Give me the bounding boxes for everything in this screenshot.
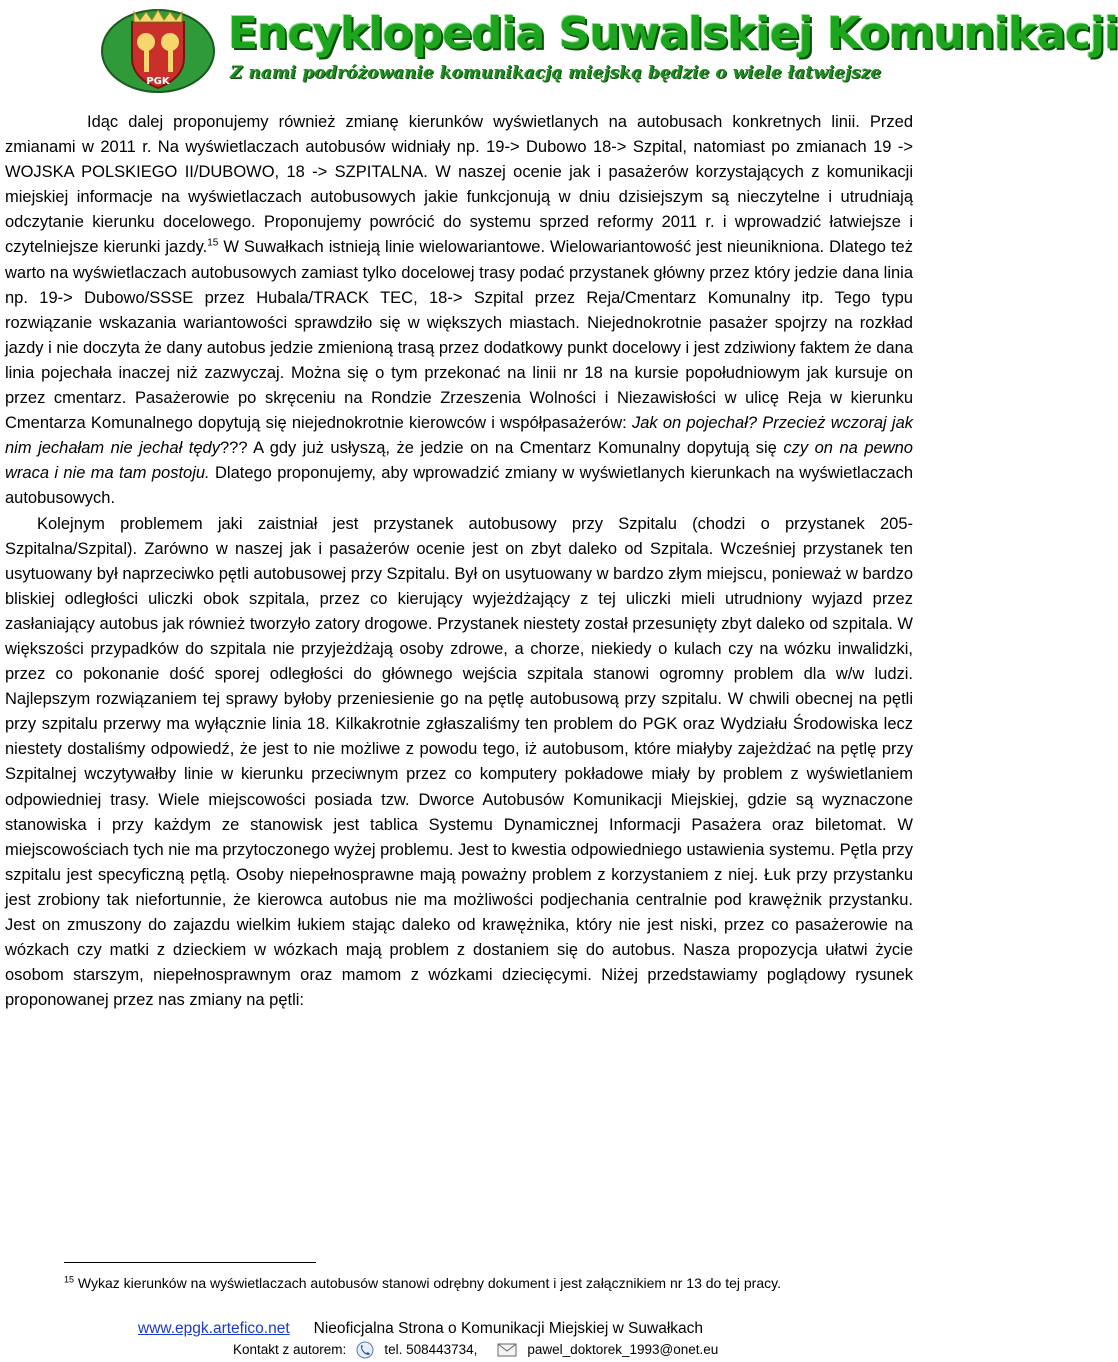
quote-italic-2: czy on na pewno wraca i nie ma tam postoju. (5, 439, 913, 483)
contact-line (233, 1340, 718, 1360)
svg-text:PGK: PGK (146, 76, 170, 87)
email-address: pawel_doktorek_1993@onet.eu (527, 1342, 719, 1357)
header-banner (0, 0, 1118, 96)
paragraph-1-text-c: ??? A gdy już usłyszą, że jedzie on na Cmentarz Komunalny dopytują się (219, 439, 784, 458)
contact-label: Kontakt z autorem: (233, 1342, 347, 1357)
footnote-ref: 15 (207, 237, 219, 249)
paragraph-1-text-d: Dlatego proponujemy, aby wprowadzić zmiany w wyświetlanych kierunkach na wyświetlaczach autobusowych. (5, 464, 913, 508)
footnote-text: Wykaz kierunków na wyświetlaczach autobusów stanowi odrębny dokument i jest załącznikiem nr 13 do tej pracy. (74, 1275, 781, 1291)
paragraph-1-text-b: W Suwałkach istnieją linie wielowariantowe. Wielowariantowość jest nieunikniona. Dlatego też warto na wyświetlaczach autobusowych zamiast tylko docelowej trasy podać przystanek główny przez który jedzie dana linia np. 19-> Dubowo/SSSE przez Hubala/TRACK TEC, 18-> Szpital przez Reja/Cmentarz Komunalny itp. Tego typu rozwiązanie wskazania wariantowości sprawdziło się w większych miastach. Niejednokrotnie pasażer spojrzy na rozkład jazdy i nie doczyta że dany autobus jedzie zmienioną trasą przez dodatkowy punkt docelowy i jest zdziwiony faktem że dana linia pojechała inaczej niż zazwyczaj. Można się o tym przekonać na linii nr 18 na kursie popołudniowym jak kursuje on przez cmentarz. Pasażerowie po skręceniu na Rondzie Zrzeszenia Wolności i Niezawisłości w ulicę Reja w kierunku Cmentarza Komunalnego dopytują się niejednokrotnie kierowców i współpasażerów: (5, 238, 913, 433)
phone-number: tel. 508443734, (384, 1342, 478, 1357)
website-link[interactable]: www.epgk.artefico.net (138, 1320, 290, 1337)
paragraph-1-text-a: Idąc dalej proponujemy również zmianę kierunków wyświetlanych na autobusach konkretnych linii. Przed zmianami w 2011 r. Na wyświetlaczach autobusów widniały np. 19-> Dubowo 18-> Szpital, natomiast po zmianach 19 -> WOJSKA POLSKIEGO II/DUBOWO, 18 -> SZPITALNA. W naszej ocenie jak i pasażerów korzystających z komunikacji miejskiej informacje na wyświetlaczach autobusowych jakie funkcjonują w dniu dzisiejszym są nieczytelne i utrudniają odczytanie kierunku docelowego. Proponujemy powrócić do systemu sprzed reformy 2011 r. i wprowadzić łatwiejsze i czytelniejsze kierunki jazdy. (5, 113, 913, 257)
site-name: Nieoficjalna Strona o Komunikacji Miejskiej w Suwałkach (313, 1320, 704, 1337)
paragraph-2: Kolejnym problemem jaki zaistniał jest przystanek autobusowy przy Szpitalu (chodzi o przystanek 205- Szpitalna/Szpital). Zarówno w naszej jak i pasażerów ocenie jest on zbyt daleko od Szpitala. Wcześniej przystanek ten usytuowany był naprzeciwko pętli autobusowej przy Szpitalu. Był on usytuowany w bardzo złym miejscu, ponieważ w bardzo bliskiej odległości uliczki obok szpitala, przez co kierujący wyjeżdżający z tej uliczki mieli utrudniony wyjazd przez zasłaniający autobus jak również tworzyło zatory drogowe. Przystanek niestety został przesunięty zbyt daleko od szpitala. W większości przypadków do szpitala nie przyjeżdżają osoby zdrowe, a chorze, niekiedy o kulach czy na wózku inwalidzki, przez co pokonanie dość sporej odległości do głównego wejścia szpitala stanowi ogromny problem dla w/w ludzi. Najlepszym rozwiązaniem tej sprawy byłoby przeniesienie go na pętlę autobusową przy szpitalu. W chwili obecnej na pętli przy szpitalu przerwy ma wyłącznie linia 18. Kilkakrotnie zgłaszaliśmy ten problem do PGK oraz Wydziału Środowiska lecz niestety dostaliśmy odpowiedź, że jest to nie możliwe z powodu tego, iż autobusom, które miałyby zajeżdżać na pętlę przy Szpitalnej wczytywałby linie w kierunku przeciwnym przez co komputery pokładowe miały by problem z wyświetlaniem odpowiedniej trasy. Wiele miejscowości posiada tzw. Dworce Autobusów Komunikacji Miejskiej, gdzie są wyznaczone stanowiska i przy każdym ze stanowisk jest tablica Systemu Dynamicznej Informacji Pasażera oraz biletomat. W miejscowościach tych nie ma przytoczonego wyżej problemu. Jest to kwestia odpowiedniego ustawienia systemu. Pętla przy szpitalu jest specyficzną pętlą. Osoby niepełnosprawne mają poważny problem z korzystaniem z niej. Łuk przy przystanku jest zrobiony tak niefortunnie, że kierowca autobus nie ma możliwości podjechania centralnie pod krawężnik przystanku. Jest on zmuszony do zajazdu wielkim łukiem stając daleko od krawężnika, który nie jest niski, przez co pasażerowie na wózkach czy matki z dzieckiem w wózkach mają problem z dostaniem się do autobus. Nasza propozycja ułatwi życie osobom starszym, niepełnosprawnym oraz mamom z wózkami dziecięcymi. Niżej przedstawiamy poglądowy rysunek proponowanej przez nas zmiany na pętli: (5, 514, 913, 1010)
banner-title: Encyklopedia Suwalskiej Komunikacji (228, 8, 1118, 59)
page-footer (138, 1318, 703, 1340)
email-icon (497, 1342, 517, 1358)
footnote-number: 15 (64, 1274, 75, 1285)
document-body (5, 110, 913, 1013)
banner-subtitle: Z nami podróżowanie komunikacją miejską będzie o wiele łatwiejsze (230, 63, 882, 83)
paragraph-1 (5, 110, 913, 512)
footnote-separator (64, 1262, 316, 1263)
coat-of-arms-logo (100, 8, 216, 94)
phone-icon (356, 1341, 374, 1359)
quote-italic-1: Jak on pojechał? Przecież wczoraj jak nim jechałam nie jechał tędy (5, 414, 913, 458)
footnote (64, 1272, 844, 1294)
